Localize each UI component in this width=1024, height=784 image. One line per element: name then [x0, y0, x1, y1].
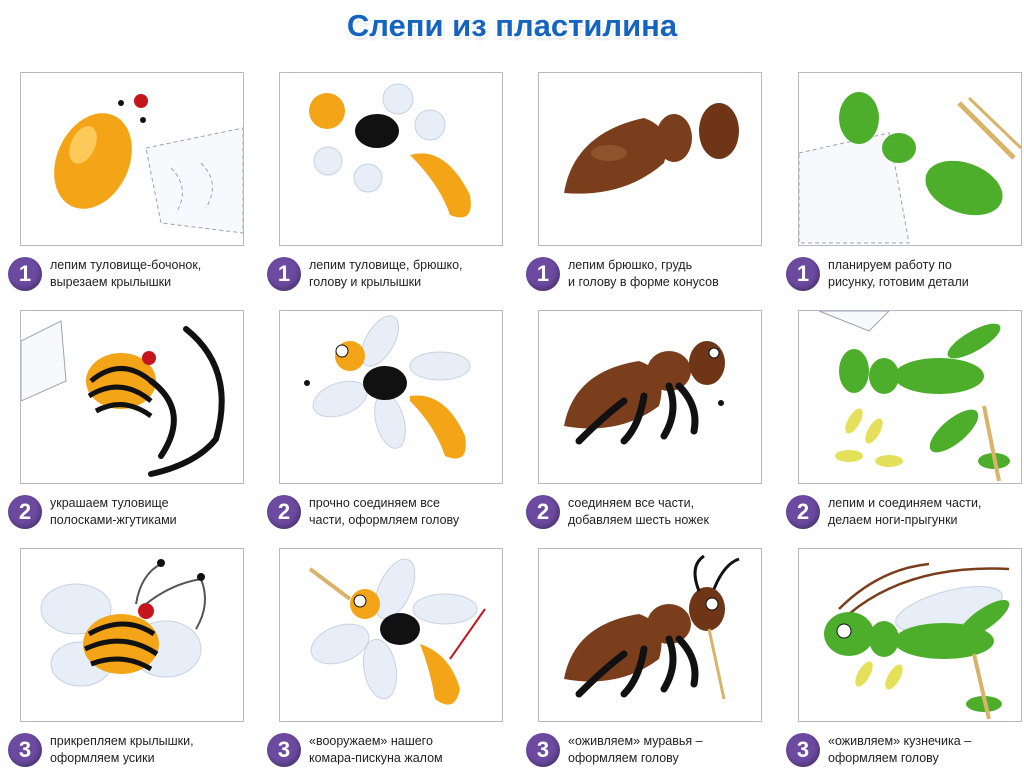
step-caption: «оживляем» кузнечика – оформляем голову [828, 734, 972, 765]
step-caption: лепим туловище-бочонок, вырезаем крылышки [50, 258, 202, 289]
step-card-bee-1 [8, 72, 253, 308]
ant-step2-illustration [538, 310, 762, 484]
mosquito-step2-illustration [279, 310, 503, 484]
ant-step3-illustration [538, 548, 762, 722]
step-card-ant-2 [526, 310, 771, 546]
mosquito-step1-illustration [279, 72, 503, 246]
step-card-bee-2 [8, 310, 253, 546]
step-number-badge: 2 [786, 495, 820, 529]
step-card-mosquito-3 [267, 548, 512, 784]
step-number-badge: 1 [267, 257, 301, 291]
step-caption: «вооружаем» нашего комара-пискуна жалом [309, 734, 443, 765]
step-caption: планируем работу по рисунку, готовим детали [828, 258, 969, 289]
step-number-badge: 1 [786, 257, 820, 291]
grasshopper-step3-illustration [798, 548, 1022, 722]
bee-step2-illustration [20, 310, 244, 484]
step-caption: лепим брюшко, грудь и голову в форме конусов [568, 258, 719, 289]
step-caption: соединяем все части, добавляем шесть ножек [568, 496, 709, 527]
bee-step1-illustration [20, 72, 244, 246]
step-caption: лепим туловище, брюшко, голову и крылышки [309, 258, 463, 289]
step-card-bee-3 [8, 548, 253, 784]
step-card-ant-3 [526, 548, 771, 784]
grasshopper-step2-illustration [798, 310, 1022, 484]
step-caption: лепим и соединяем части, делаем ноги-прыгунки [828, 496, 982, 527]
page-title: Слепи из пластилина [346, 8, 678, 43]
step-number-badge: 2 [267, 495, 301, 529]
step-number-badge: 1 [526, 257, 560, 291]
bee-step3-illustration [20, 548, 244, 722]
step-number-badge: 3 [786, 733, 820, 767]
step-caption: прочно соединяем все части, оформляем голову [309, 496, 460, 527]
step-number-badge: 3 [8, 733, 42, 767]
step-caption: украшаем туловище полосками-жгутиками [50, 496, 177, 527]
step-card-ant-1 [526, 72, 771, 308]
grasshopper-step1-illustration [798, 72, 1022, 246]
step-number-badge: 2 [526, 495, 560, 529]
step-number-badge: 3 [526, 733, 560, 767]
step-number-badge: 1 [8, 257, 42, 291]
step-card-mosquito-2 [267, 310, 512, 546]
step-card-grasshopper-1 [786, 72, 1024, 308]
step-number-badge: 3 [267, 733, 301, 767]
step-card-grasshopper-2 [786, 310, 1024, 546]
step-caption: «оживляем» муравья – оформляем голову [568, 734, 703, 765]
step-caption: прикрепляем крылышки, оформляем усики [50, 734, 194, 765]
step-card-mosquito-1 [267, 72, 512, 308]
ant-step1-illustration [538, 72, 762, 246]
step-card-grasshopper-3 [786, 548, 1024, 784]
mosquito-step3-illustration [279, 548, 503, 722]
step-number-badge: 2 [8, 495, 42, 529]
